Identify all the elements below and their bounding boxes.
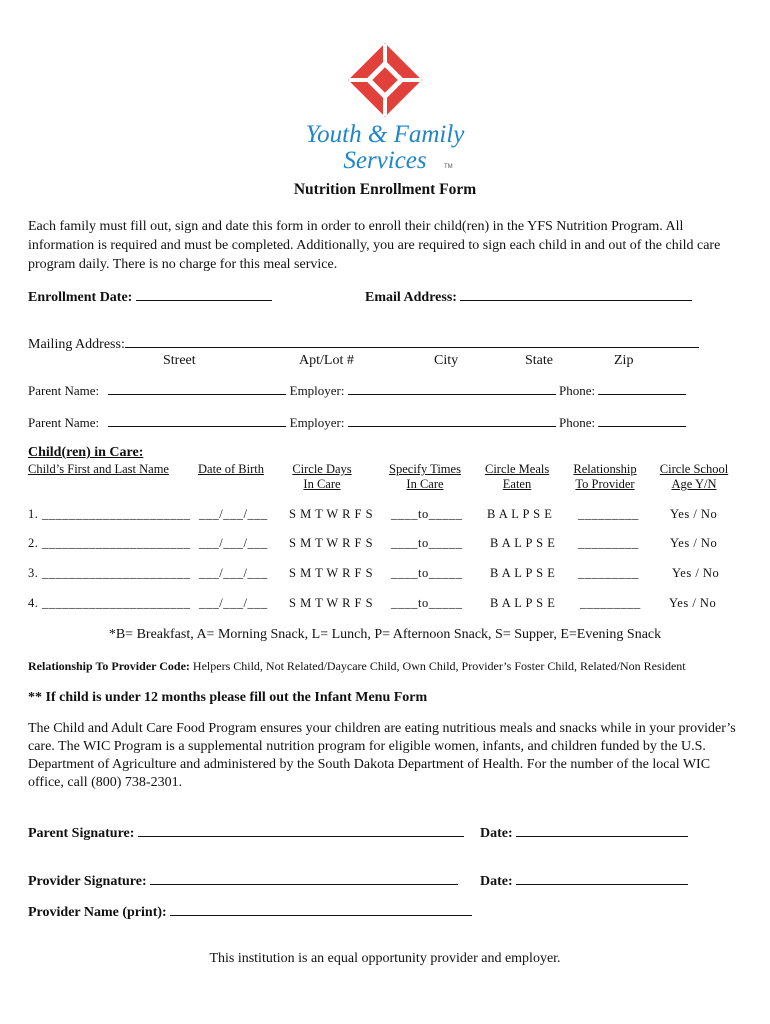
col-meals-header-2: Eaten bbox=[502, 477, 532, 491]
mailing-street-label: Street bbox=[163, 353, 196, 368]
child-row-3-meals[interactable]: B A L P S E bbox=[490, 566, 556, 580]
program-paragraph: The Child and Adult Care Food Program ensures your children are eating nutritious meals and snacks while in your provider’s care. The WIC Program is a supplemental nutrition program for eligible women, infants, and children funded by the U.S. Department of Agriculture and administered by the South Dakota Department of Health. For the number of the local WIC office, call (800) 738-2301. bbox=[28, 721, 736, 790]
child-row-4-meals[interactable]: B A L P S E bbox=[490, 596, 556, 610]
col-days-header-1: Circle Days bbox=[292, 462, 352, 476]
provider-date-field[interactable] bbox=[480, 872, 688, 890]
col-times-header-1: Specify Times bbox=[389, 462, 461, 476]
col-rel-header-1: Relationship bbox=[573, 462, 637, 476]
employer-line[interactable] bbox=[348, 382, 556, 395]
relationship-code-text: Helpers Child, Not Related/Daycare Child, Own Child, Provider’s Foster Child, Related/Non Resident bbox=[192, 659, 686, 673]
provider-date-label: Date: bbox=[480, 874, 513, 889]
col-school-header-2: Age Y/N bbox=[671, 477, 717, 491]
child-row-1-school[interactable]: Yes / No bbox=[670, 507, 718, 521]
col-name-header: Child’s First and Last Name bbox=[28, 462, 169, 476]
col-meals-header-1: Circle Meals bbox=[485, 462, 550, 476]
relationship-code-label: Relationship To Provider Code: bbox=[28, 659, 190, 673]
child-row-4-days[interactable]: S M T W R F S bbox=[289, 596, 374, 610]
col-school-header bbox=[656, 462, 732, 492]
child-row-1-meals[interactable]: B A L P S E bbox=[487, 507, 553, 521]
child-row-4-school[interactable]: Yes / No bbox=[669, 596, 717, 610]
infant-note: ** If child is under 12 months please fill out the Infant Menu Form bbox=[28, 690, 428, 705]
form-title: Nutrition Enrollment Form bbox=[293, 181, 477, 198]
child-row-1-times[interactable]: ____to_____ bbox=[391, 507, 463, 521]
provider-name-line[interactable] bbox=[170, 903, 472, 916]
child-row-4-name[interactable]: 4. ______________________ bbox=[28, 596, 191, 610]
col-times-header bbox=[387, 462, 463, 492]
email-field[interactable] bbox=[365, 288, 692, 306]
child-row-4-dob[interactable]: ___/___/___ bbox=[199, 596, 268, 610]
enrollment-date-label: Enrollment Date: bbox=[28, 290, 133, 305]
child-row-3-relationship[interactable]: _________ bbox=[578, 566, 639, 580]
provider-date-line[interactable] bbox=[516, 872, 688, 885]
col-school-header-1: Circle School bbox=[659, 462, 729, 476]
child-row-3-days[interactable]: S M T W R F S bbox=[289, 566, 374, 580]
employer-label: Employer: bbox=[289, 383, 345, 398]
child-row-1-name[interactable]: 1. ______________________ bbox=[28, 507, 191, 521]
parent-signature-line[interactable] bbox=[138, 824, 464, 837]
child-row-2-school[interactable]: Yes / No bbox=[670, 536, 718, 550]
child-row-4-relationship[interactable]: _________ bbox=[580, 596, 641, 610]
phone-label: Phone: bbox=[559, 415, 596, 430]
col-times-header-2: In Care bbox=[406, 477, 444, 491]
mailing-apt-label: Apt/Lot # bbox=[299, 353, 354, 368]
children-heading: Child(ren) in Care: bbox=[28, 445, 144, 460]
mailing-city-label: City bbox=[434, 353, 459, 368]
enrollment-date-field[interactable] bbox=[28, 288, 272, 306]
parent-row-2 bbox=[28, 414, 686, 431]
child-row-3-dob[interactable]: ___/___/___ bbox=[199, 566, 268, 580]
footer-statement: This institution is an equal opportunity provider and employer. bbox=[209, 951, 561, 966]
phone-line[interactable] bbox=[598, 382, 686, 395]
child-row-3-times[interactable]: ____to_____ bbox=[391, 566, 463, 580]
parent-signature-field[interactable] bbox=[28, 824, 464, 842]
email-line[interactable] bbox=[460, 288, 692, 301]
relationship-code bbox=[28, 659, 686, 674]
child-row-3-school[interactable]: Yes / No bbox=[672, 566, 720, 580]
parent-name-line[interactable] bbox=[108, 414, 286, 427]
provider-signature-line[interactable] bbox=[150, 872, 458, 885]
col-days-header bbox=[292, 462, 352, 492]
email-label: Email Address: bbox=[365, 290, 457, 305]
mailing-address-field[interactable] bbox=[28, 335, 699, 353]
employer-label: Employer: bbox=[289, 415, 345, 430]
mailing-zip-label: Zip bbox=[614, 353, 634, 368]
parent-date-label: Date: bbox=[480, 826, 513, 841]
logo-line-2: Services bbox=[343, 147, 427, 174]
intro-text: Each family must fill out, sign and date this form in order to enroll their child(ren) in the YFS Nutrition Program. All information is required and must be completed. Additionally, you are required to sign each child in and out of the child care program daily. There is no charge for this meal service. bbox=[28, 219, 721, 272]
col-dob-header: Date of Birth bbox=[198, 462, 264, 476]
mailing-address-line[interactable] bbox=[125, 335, 699, 348]
parent-name-line[interactable] bbox=[108, 382, 286, 395]
logo-tm: TM bbox=[444, 164, 453, 170]
col-rel-header bbox=[572, 462, 638, 492]
child-row-2-relationship[interactable]: _________ bbox=[578, 536, 639, 550]
col-days-header-2: In Care bbox=[303, 477, 341, 491]
parent-name-label: Parent Name: bbox=[28, 383, 100, 398]
child-row-2-times[interactable]: ____to_____ bbox=[391, 536, 463, 550]
child-row-2-days[interactable]: S M T W R F S bbox=[289, 536, 374, 550]
child-row-1-days[interactable]: S M T W R F S bbox=[289, 507, 374, 521]
phone-line[interactable] bbox=[598, 414, 686, 427]
provider-name-field[interactable] bbox=[28, 903, 472, 921]
parent-name-label: Parent Name: bbox=[28, 415, 100, 430]
child-row-2-meals[interactable]: B A L P S E bbox=[490, 536, 556, 550]
child-row-1-relationship[interactable]: _________ bbox=[578, 507, 639, 521]
col-meals-header bbox=[485, 462, 549, 492]
parent-date-field[interactable] bbox=[480, 824, 688, 842]
child-row-2-dob[interactable]: ___/___/___ bbox=[199, 536, 268, 550]
child-row-1-dob[interactable]: ___/___/___ bbox=[199, 507, 268, 521]
logo-line-1: Youth & Family bbox=[305, 121, 465, 148]
child-row-2-name[interactable]: 2. ______________________ bbox=[28, 536, 191, 550]
child-row-3-name[interactable]: 3. ______________________ bbox=[28, 566, 191, 580]
enrollment-date-line[interactable] bbox=[136, 288, 272, 301]
employer-line[interactable] bbox=[348, 414, 556, 427]
phone-label: Phone: bbox=[559, 383, 596, 398]
meal-key: *B= Breakfast, A= Morning Snack, L= Lunch, P= Afternoon Snack, S= Supper, E=Evening Snack bbox=[108, 627, 662, 642]
provider-signature-field[interactable] bbox=[28, 872, 458, 890]
parent-date-line[interactable] bbox=[516, 824, 688, 837]
mailing-state-label: State bbox=[525, 353, 553, 368]
child-row-4-times[interactable]: ____to_____ bbox=[391, 596, 463, 610]
mailing-address-label: Mailing Address: bbox=[28, 337, 125, 352]
parent-signature-label: Parent Signature: bbox=[28, 826, 135, 841]
parent-row-1 bbox=[28, 382, 686, 399]
provider-name-label: Provider Name (print): bbox=[28, 905, 167, 920]
provider-signature-label: Provider Signature: bbox=[28, 874, 147, 889]
col-rel-header-2: To Provider bbox=[575, 477, 635, 491]
yfs-logo bbox=[300, 40, 470, 180]
